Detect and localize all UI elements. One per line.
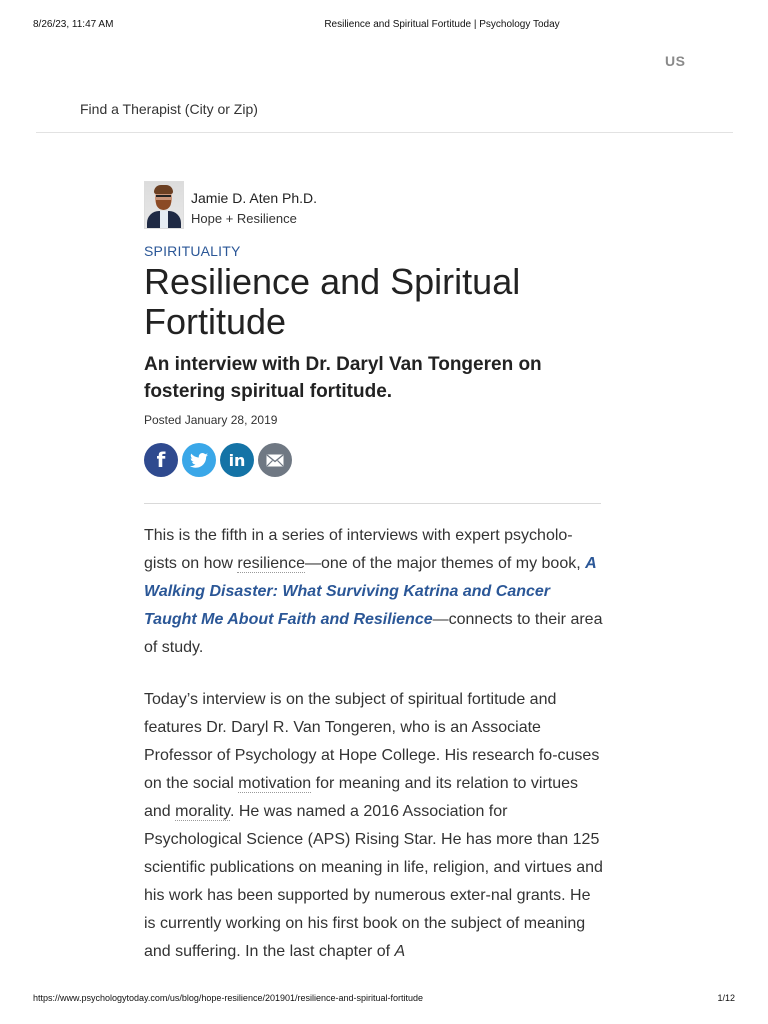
header-divider — [36, 132, 733, 133]
print-page-title: Resilience and Spiritual Fortitude | Psychology Today — [324, 19, 560, 30]
content-divider — [144, 503, 601, 504]
print-page-number: 1/12 — [717, 993, 735, 1003]
email-share-button[interactable] — [258, 443, 292, 477]
article-title: Resilience and Spiritual Fortitude — [144, 261, 521, 342]
region-selector[interactable]: US — [665, 53, 686, 69]
article-subtitle: An interview with Dr. Daryl Van Tongeren on fostering spiritual fortitude. — [144, 354, 542, 402]
paragraph-text: Today’s interview is on the subject of spiritual fortitude and features Dr. Daryl R. Van Tongeren, who is an Associate Professor of Psychology at Hope College. His research fo-cuses on the social — [144, 691, 600, 792]
linkedin-share-button[interactable] — [220, 443, 254, 477]
paragraph-text: for meaning and its relation to virtues and — [144, 775, 579, 820]
facebook-icon: f — [156, 448, 166, 472]
glossary-term-link[interactable]: motivation — [238, 775, 312, 792]
author-name-link[interactable]: Jamie D. Aten Ph.D. — [191, 190, 318, 206]
glossary-term-link[interactable]: morality — [175, 803, 230, 820]
facebook-share-button[interactable] — [144, 443, 178, 477]
body-paragraph — [144, 686, 604, 966]
twitter-icon — [190, 453, 208, 468]
paragraph-text: —one of the major themes of my book, — [304, 555, 586, 572]
category-link[interactable]: SPIRITUALITY — [144, 243, 241, 259]
paragraph-text: A — [394, 943, 406, 960]
book-title-link[interactable]: A Walking Disaster: What Surviving Katrina and Cancer Taught Me About Faith and Resilience — [144, 555, 597, 628]
paragraph-text: This is the fifth in a series of interviews with expert psycholo-gists on how — [144, 527, 573, 572]
blog-name-link[interactable]: Hope + Resilience — [191, 211, 297, 226]
find-therapist-link[interactable]: Find a Therapist (City or Zip) — [80, 101, 258, 117]
share-bar — [144, 443, 292, 477]
print-url: https://www.psychologytoday.com/us/blog/hope-resilience/201901/resilience-and-spiritual-fortitude — [33, 993, 424, 1003]
posted-date: Posted January 28, 2019 — [144, 413, 278, 427]
paragraph-text: —connects to their area of study. — [144, 611, 603, 656]
email-icon — [266, 454, 284, 467]
paragraph-text: . He was named a 2016 Association for Psychological Science (APS) Rising Star. He has more than 125 scientific publications on meaning in life, religion, and virtues and his work has been supported by numerous exter-nal grants. He is currently working on his first book on the subject of meaning and suffering. In the last chapter of — [144, 803, 603, 960]
linkedin-icon: in — [228, 450, 246, 470]
print-datetime: 8/26/23, 11:47 AM — [33, 19, 114, 30]
twitter-share-button[interactable] — [182, 443, 216, 477]
author-avatar[interactable] — [144, 181, 184, 229]
body-paragraph — [144, 522, 604, 662]
glossary-term-link[interactable]: resilience — [237, 555, 305, 572]
